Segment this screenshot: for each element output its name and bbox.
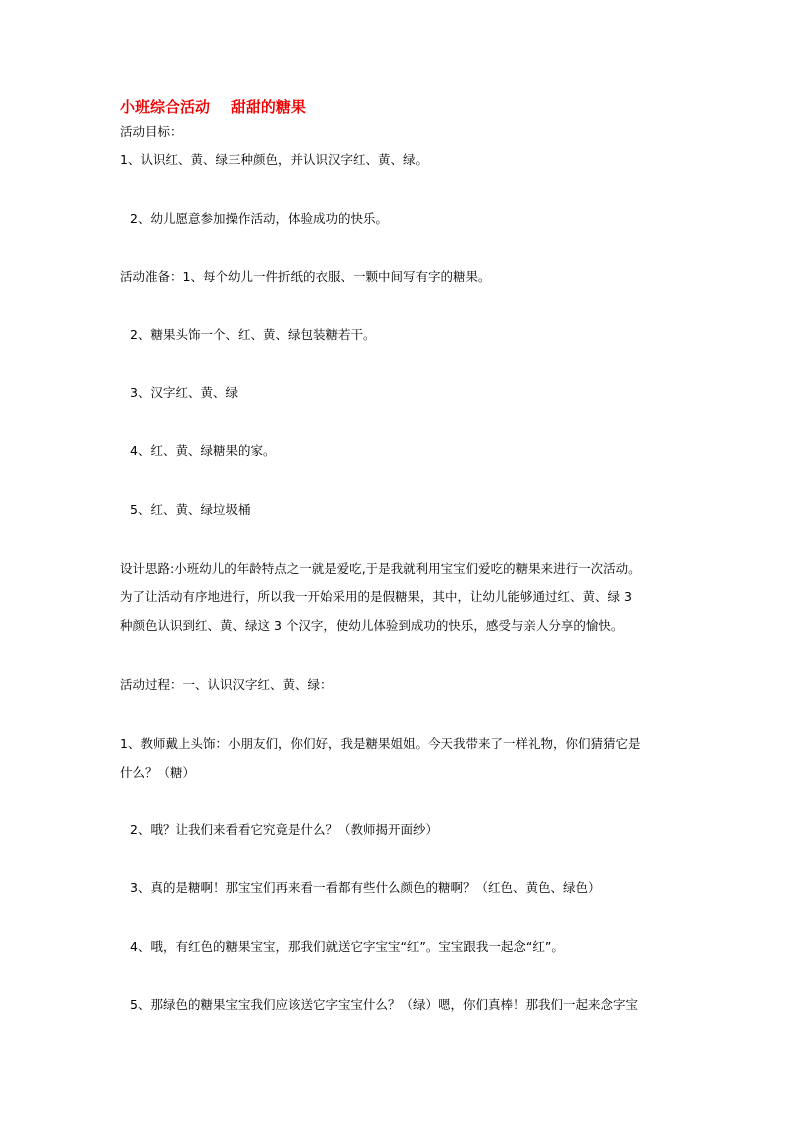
process-heading: 活动过程：一、认识汉字红、黄、绿： bbox=[120, 677, 333, 692]
preparation-item-5: 5、红、黄、绿垃圾桶 bbox=[130, 502, 251, 517]
section-goal-label: 活动目标： bbox=[120, 124, 183, 139]
preparation-item-3: 3、汉字红、黄、绿 bbox=[130, 385, 238, 400]
goal-item-2: 2、幼儿愿意参加操作活动，体验成功的快乐。 bbox=[130, 211, 388, 226]
process-step-4: 4、哦，有红色的糖果宝宝，那我们就送它字宝宝“红”。宝宝跟我一起念“红”。 bbox=[130, 939, 564, 954]
preparation-item-4: 4、红、黄、绿糖果的家。 bbox=[130, 443, 276, 458]
goal-item-1: 1、认识红、黄、绿三种颜色，并认识汉字红、黄、绿。 bbox=[120, 152, 428, 167]
process-step-1-line-2: 什么？（糖） bbox=[120, 765, 196, 780]
preparation-item-1: 活动准备：1、每个幼儿一件折纸的衣服、一颗中间写有字的糖果。 bbox=[120, 269, 491, 284]
document-title: 小班综合活动 甜甜的糖果 bbox=[120, 98, 306, 116]
preparation-item-2: 2、糖果头饰一个、红、黄、绿包装糖若干。 bbox=[130, 327, 376, 342]
design-idea-line-2: 为了让活动有序地进行，所以我一开始采用的是假糖果，其中，让幼儿能够通过红、黄、绿 3 bbox=[120, 589, 632, 604]
design-idea-line-1: 设计思路:小班幼儿的年龄特点之一就是爱吃,于是我就利用宝宝们爱吃的糖果来进行一次活动。 bbox=[120, 561, 641, 576]
process-step-3: 3、真的是糖啊！那宝宝们再来看一看都有些什么颜色的糖啊？（红色、黄色、绿色） bbox=[130, 880, 601, 895]
design-idea-line-3: 种颜色认识到红、黄、绿这 3 个汉字，使幼儿体验到成功的快乐，感受与亲人分享的愉快。 bbox=[120, 618, 624, 633]
process-step-1-line-1: 1、教师戴上头饰：小朋友们，你们好，我是糖果姐姐。今天我带来了一样礼物，你们猜猜它是 bbox=[120, 736, 641, 751]
process-step-2: 2、哦？让我们来看看它究竟是什么？（教师揭开面纱） bbox=[130, 822, 438, 837]
process-step-5: 5、那绿色的糖果宝宝我们应该送它字宝宝什么？（绿）嗯，你们真棒！那我们一起来念字宝 bbox=[130, 997, 638, 1012]
